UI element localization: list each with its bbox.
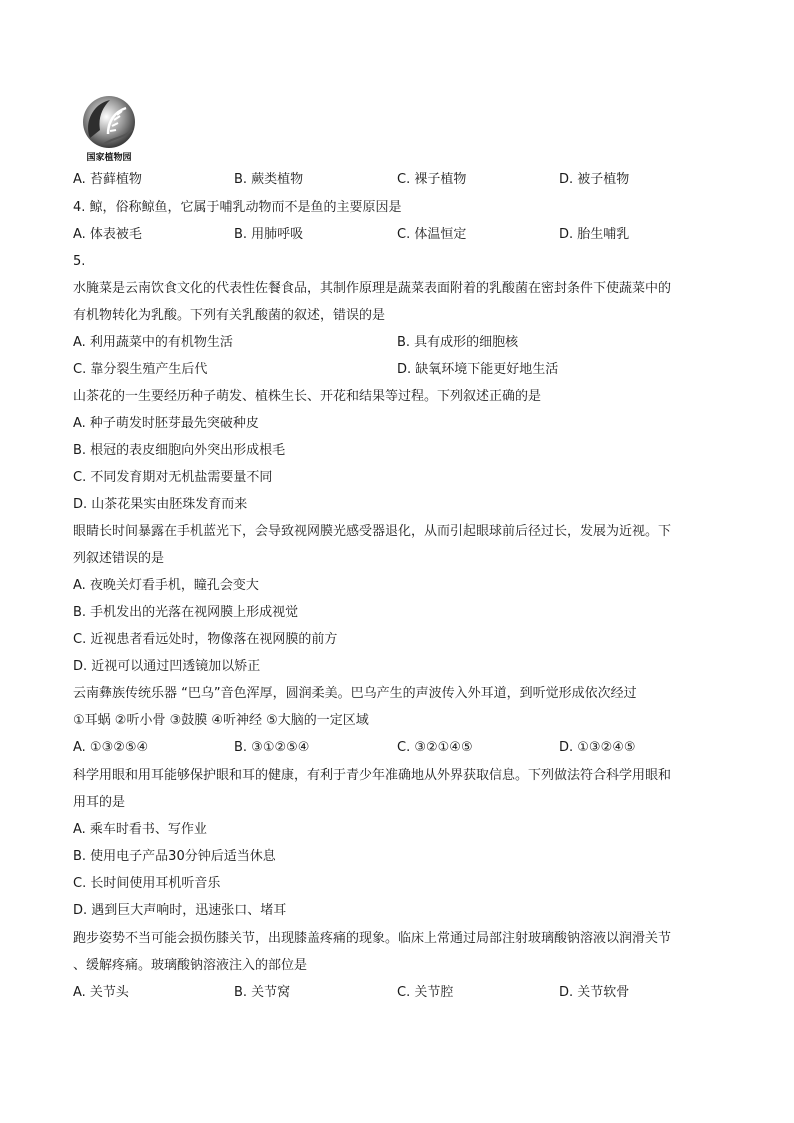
q8-stem-line-2: ①耳蜗 ②听小骨 ③鼓膜 ④听神经 ⑤大脑的一定区域 [73, 713, 369, 728]
q4-option-a: A. 体表被毛 [73, 227, 142, 242]
q8-option-b: B. ③①②⑤④ [234, 740, 310, 755]
q5-number: 5. [73, 254, 86, 269]
q9-option-c: C. 长时间使用耳机听音乐 [73, 876, 221, 891]
q8-option-d: D. ①③②④⑤ [559, 740, 636, 755]
logo-caption: 国家植物园 [86, 153, 132, 163]
q9-option-d: D. 遇到巨大声响时，迅速张口、堵耳 [73, 903, 287, 918]
q8-stem-line-1: 云南彝族传统乐器 “巴乌”音色浑厚，圆润柔美。巴乌产生的声波传入外耳道，到听觉形成依次经过 [73, 686, 637, 701]
q10-stem-line-2: 、缓解疼痛。玻璃酸钠溶液注入的部位是 [73, 958, 308, 973]
q6-option-c: C. 不同发育期对无机盐需要量不同 [73, 470, 273, 485]
q9-stem-line-1: 科学用眼和用耳能够保护眼和耳的健康，有利于青少年准确地从外界获取信息。下列做法符合科学用眼和 [73, 768, 672, 783]
fern-logo-icon [74, 94, 144, 166]
q5-stem-line-1: 水腌菜是云南饮食文化的代表性佐餐食品，其制作原理是蔬菜表面附着的乳酸菌在密封条件下使蔬菜中的 [73, 281, 672, 296]
q6-option-a: A. 种子萌发时胚芽最先突破种皮 [73, 416, 259, 431]
q10-option-b: B. 关节窝 [234, 985, 291, 1000]
q5-stem-line-2: 有机物转化为乳酸。下列有关乳酸菌的叙述，错误的是 [73, 308, 386, 323]
q7-stem-line-2: 列叙述错误的是 [73, 551, 165, 566]
q8-option-a: A. ①③②⑤④ [73, 740, 149, 755]
q4-option-d: D. 胎生哺乳 [559, 227, 630, 242]
q7-option-c: C. 近视患者看远处时，物像落在视网膜的前方 [73, 632, 338, 647]
q6-stem: 山茶花的一生要经历种子萌发、植株生长、开花和结果等过程。下列叙述正确的是 [73, 389, 542, 404]
q9-option-b: B. 使用电子产品30分钟后适当休息 [73, 849, 276, 864]
q7-stem-line-1: 眼睛长时间暴露在手机蓝光下，会导致视网膜光感受器退化，从而引起眼球前后径过长，发展为近视。下 [73, 524, 672, 539]
q3-option-d: D. 被子植物 [559, 172, 630, 187]
q6-option-b: B. 根冠的表皮细胞向外突出形成根毛 [73, 443, 286, 458]
q4-option-b: B. 用肺呼吸 [234, 227, 304, 242]
q10-option-c: C. 关节腔 [397, 985, 454, 1000]
national-botanical-garden-logo [74, 94, 144, 166]
q6-option-d: D. 山茶花果实由胚珠发育而来 [73, 497, 248, 512]
q3-option-c: C. 裸子植物 [397, 172, 467, 187]
q5-option-c: C. 靠分裂生殖产生后代 [73, 362, 208, 377]
q4-stem: 4. 鲸，俗称鲸鱼，它属于哺乳动物而不是鱼的主要原因是 [73, 200, 402, 215]
q8-option-c: C. ③②①④⑤ [397, 740, 473, 755]
q7-option-d: D. 近视可以通过凹透镜加以矫正 [73, 659, 261, 674]
q5-option-a: A. 利用蔬菜中的有机物生活 [73, 335, 233, 350]
q9-option-a: A. 乘车时看书、写作业 [73, 822, 207, 837]
q7-option-a: A. 夜晚关灯看手机，瞳孔会变大 [73, 578, 259, 593]
q10-option-d: D. 关节软骨 [559, 985, 630, 1000]
q3-option-a: A. 苔藓植物 [73, 172, 142, 187]
q10-stem-line-1: 跑步姿势不当可能会损伤膝关节，出现膝盖疼痛的现象。临床上常通过局部注射玻璃酸钠溶液以润滑关节 [73, 931, 672, 946]
q7-option-b: B. 手机发出的光落在视网膜上形成视觉 [73, 605, 299, 620]
q5-option-b: B. 具有成形的细胞核 [397, 335, 519, 350]
q4-option-c: C. 体温恒定 [397, 227, 467, 242]
q3-option-b: B. 蕨类植物 [234, 172, 304, 187]
q10-option-a: A. 关节头 [73, 985, 129, 1000]
q5-option-d: D. 缺氧环境下能更好地生活 [397, 362, 559, 377]
q9-stem-line-2: 用耳的是 [73, 795, 126, 810]
